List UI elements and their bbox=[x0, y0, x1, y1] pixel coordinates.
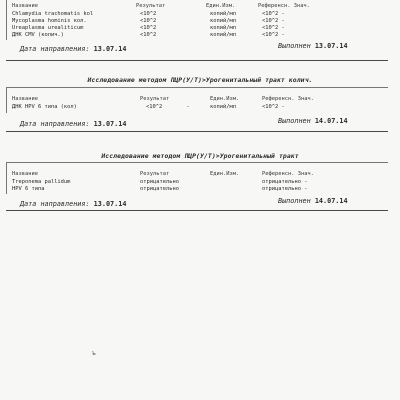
header-result: Результат bbox=[136, 3, 166, 9]
referral-date bbox=[20, 120, 126, 128]
results-table-1 bbox=[6, 0, 388, 64]
header-unit: Един.Изм. bbox=[210, 171, 240, 177]
row-ref: отрицательно - bbox=[262, 186, 308, 192]
row-ref: <10^2 - bbox=[262, 25, 285, 31]
completed-label: Выполнен bbox=[278, 197, 311, 205]
header-name: Название bbox=[12, 171, 38, 177]
stray-mark: ъ bbox=[92, 350, 96, 357]
row-unit: копий/мл bbox=[210, 104, 236, 110]
completed-date bbox=[278, 117, 348, 125]
results-table-3 bbox=[6, 162, 388, 212]
row-result: <10^2 bbox=[140, 32, 157, 38]
completed-date bbox=[278, 197, 348, 205]
completed-value: 14.07.14 bbox=[314, 197, 348, 205]
row-result: <10^2 bbox=[140, 25, 157, 31]
section-title: Исследование методом ПЦР(У/Т)>Урогенитальный тракт bbox=[101, 152, 299, 160]
results-table-2 bbox=[6, 87, 388, 135]
referral-date-label: Дата направления: bbox=[20, 120, 90, 128]
section-divider bbox=[6, 60, 388, 61]
row-name: ДНК CMV (колич.) bbox=[12, 32, 64, 38]
header-name: Название bbox=[12, 96, 38, 102]
referral-date-value: 13.07.14 bbox=[93, 200, 127, 208]
header-unit: Един.Изм. bbox=[210, 96, 240, 102]
row-result: <10^2 bbox=[140, 11, 157, 17]
referral-date bbox=[20, 45, 126, 53]
row-result: отрицательно bbox=[140, 186, 179, 192]
row-name: HPV 6 типа bbox=[12, 186, 45, 192]
header-unit: Един.Изм. bbox=[206, 3, 236, 9]
referral-date-value: 13.07.14 bbox=[93, 45, 127, 53]
table-top-rule bbox=[6, 87, 388, 88]
row-ref: отрицательно - bbox=[262, 179, 308, 185]
referral-date-value: 13.07.14 bbox=[93, 120, 127, 128]
completed-label: Выполнен bbox=[278, 117, 311, 125]
referral-date-label: Дата направления: bbox=[20, 200, 90, 208]
dash-mark: - bbox=[186, 103, 190, 110]
section-divider bbox=[6, 210, 388, 211]
header-ref: Референсн. Знач. bbox=[258, 3, 310, 9]
header-result: Результат bbox=[140, 96, 170, 102]
row-unit: копий/мл bbox=[210, 18, 236, 24]
row-result: <10^2 bbox=[140, 18, 157, 24]
row-ref: <10^2 - bbox=[262, 32, 285, 38]
row-result: <10^2 bbox=[146, 104, 163, 110]
header-name: Название bbox=[12, 3, 38, 9]
row-name: Chlamydia trachomatis kol bbox=[12, 11, 94, 17]
row-name: ДНК HPV 6 типа (кол) bbox=[12, 104, 77, 110]
section-divider bbox=[6, 131, 388, 132]
row-unit: копий/мл bbox=[210, 25, 236, 31]
row-result: отрицательно bbox=[140, 179, 179, 185]
table-top-rule bbox=[6, 162, 388, 163]
completed-date bbox=[278, 42, 348, 50]
row-name: Ureaplasma urealiticum bbox=[12, 25, 84, 31]
row-ref: <10^2 - bbox=[262, 18, 285, 24]
row-name: Treponema pallidum bbox=[12, 179, 71, 185]
row-name: Mycoplasma hominis кол. bbox=[12, 18, 87, 24]
referral-date bbox=[20, 200, 126, 208]
table-left-border bbox=[6, 0, 7, 40]
header-result: Результат bbox=[140, 171, 170, 177]
row-ref: <10^2 - bbox=[262, 104, 285, 110]
completed-label: Выполнен bbox=[278, 42, 311, 50]
row-unit: копий/мл bbox=[210, 11, 236, 17]
section-title: Исследование методом ПЦР(У/Т)>Урогенитальный тракт колич. bbox=[87, 76, 313, 84]
table-left-border bbox=[6, 87, 7, 113]
referral-date-label: Дата направления: bbox=[20, 45, 90, 53]
completed-value: 14.07.14 bbox=[314, 117, 348, 125]
header-ref: Референсн. Знач. bbox=[262, 96, 314, 102]
row-ref: <10^2 - bbox=[262, 11, 285, 17]
row-unit: копий/мл bbox=[210, 32, 236, 38]
table-left-border bbox=[6, 162, 7, 194]
completed-value: 13.07.14 bbox=[314, 42, 348, 50]
header-ref: Референсн. Знач. bbox=[262, 171, 314, 177]
